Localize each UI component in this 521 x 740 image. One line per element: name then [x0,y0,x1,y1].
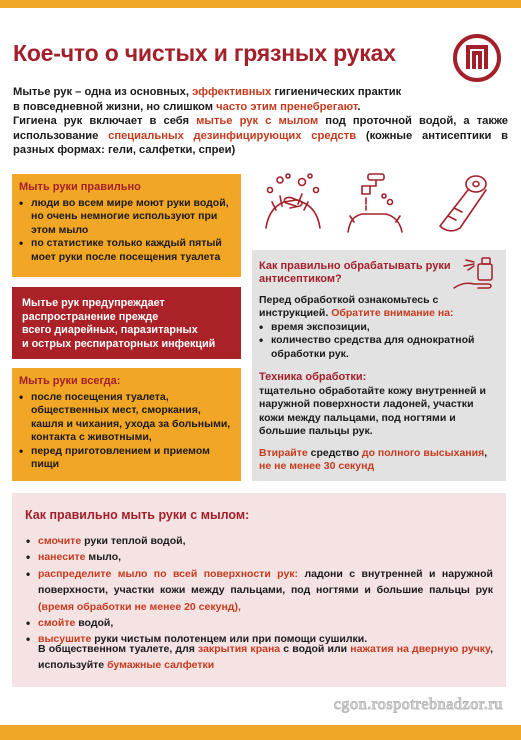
prevention-line: распространение прежде [22,310,159,323]
list-item: • перед приготовлением и приемом пищи [18,445,233,472]
prevention-line: и острых респираторных инфекций [22,337,216,350]
list-item: • смочите руки теплой водой, [25,533,493,549]
intro-text: Мытье рук – одна из основных, эффективных гигиенических практик в повседневной жизни, но слишком часто этим пренебрегают. Гигиена рук включает в себя мытье рук с мылом под проточной водой, а также использование специальных дезинфицирующих средств (кожные антисептики в разных формах: гели, салфетки, спреи) [13,86,508,157]
bottom-stripe [0,725,521,740]
soap-washing-heading: Как правильно мыть руки с мылом: [25,508,250,522]
sanitizer-spray-icon [452,254,498,294]
page-title: Кое-что о чистых и грязных руках [13,40,396,66]
technique-text: тщательно обработайте кожу внутренней и наружной поверхности ладоней, участки кожи между пальцами, под ногтями и большие пальцы рук. [259,385,486,438]
antiseptic-heading: Как правильно обрабатывать руки антисептиком? [259,260,451,285]
list-item: • люди во всем мире моют руки водой, но очень немногие используют при этом мыло [18,197,230,237]
list-item: • время экспозиции, [258,321,490,334]
wash-always-box [12,368,241,481]
soap-hands-icon [258,170,328,240]
list-item: • нанесите мыло, [25,549,493,565]
technique-heading: Техника обработки: [259,371,367,383]
wash-correctly-heading: Мыть руки правильно [19,181,141,193]
top-stripe [0,0,521,8]
soap-washing-box [12,493,506,687]
list-item: • смойте водой, [25,615,493,631]
antiseptic-box [252,250,506,481]
prevention-box [12,287,241,359]
list-item: • распределите мыло по всей поверхности рук: ладони с внутренней и наружной поверхности, участки кожи между пальцами, под ногтями и большие пальцы рук (время обработки не менее 20 секунд), [25,566,493,615]
list-item: • высушите руки чистым полотенцем или при помощи сушилки. [25,631,493,647]
rospotrebnadzor-logo-icon [452,33,502,83]
prevention-line: Мытье рук предупреждает [22,297,165,309]
rub-instruction: Втирайте средство до полного высыхания, не не менее 30 секунд [259,447,488,473]
footer [0,691,521,722]
list-item: • по статистике только каждый пятый моет руки после посещения туалета [18,237,230,264]
list-item: • количество средства для однократной обработки рук. [258,334,490,361]
site-url[interactable]: cgon.rospotrebnadzor.ru [333,696,503,713]
wash-always-heading: Мыть руки всегда: [19,375,121,387]
antiseptic-instructions: Перед обработкой ознакомьтесь с инструкцией. Обратите внимание на: [259,294,454,320]
prevention-line: всего диарейных, паразитарных [22,324,198,337]
paper-towel-icon [428,170,498,240]
public-toilet-note: В общественном туалете, для закрытия крана с водой или нажатия на дверную ручку, используйте бумажные салфетки [38,643,494,672]
wash-correctly-box [12,174,241,277]
list-item: • после посещения туалета, общественных мест, сморкания, кашля и чихания, ухода за больными, контакта с животными, [18,391,233,445]
faucet-hands-icon [340,170,410,240]
